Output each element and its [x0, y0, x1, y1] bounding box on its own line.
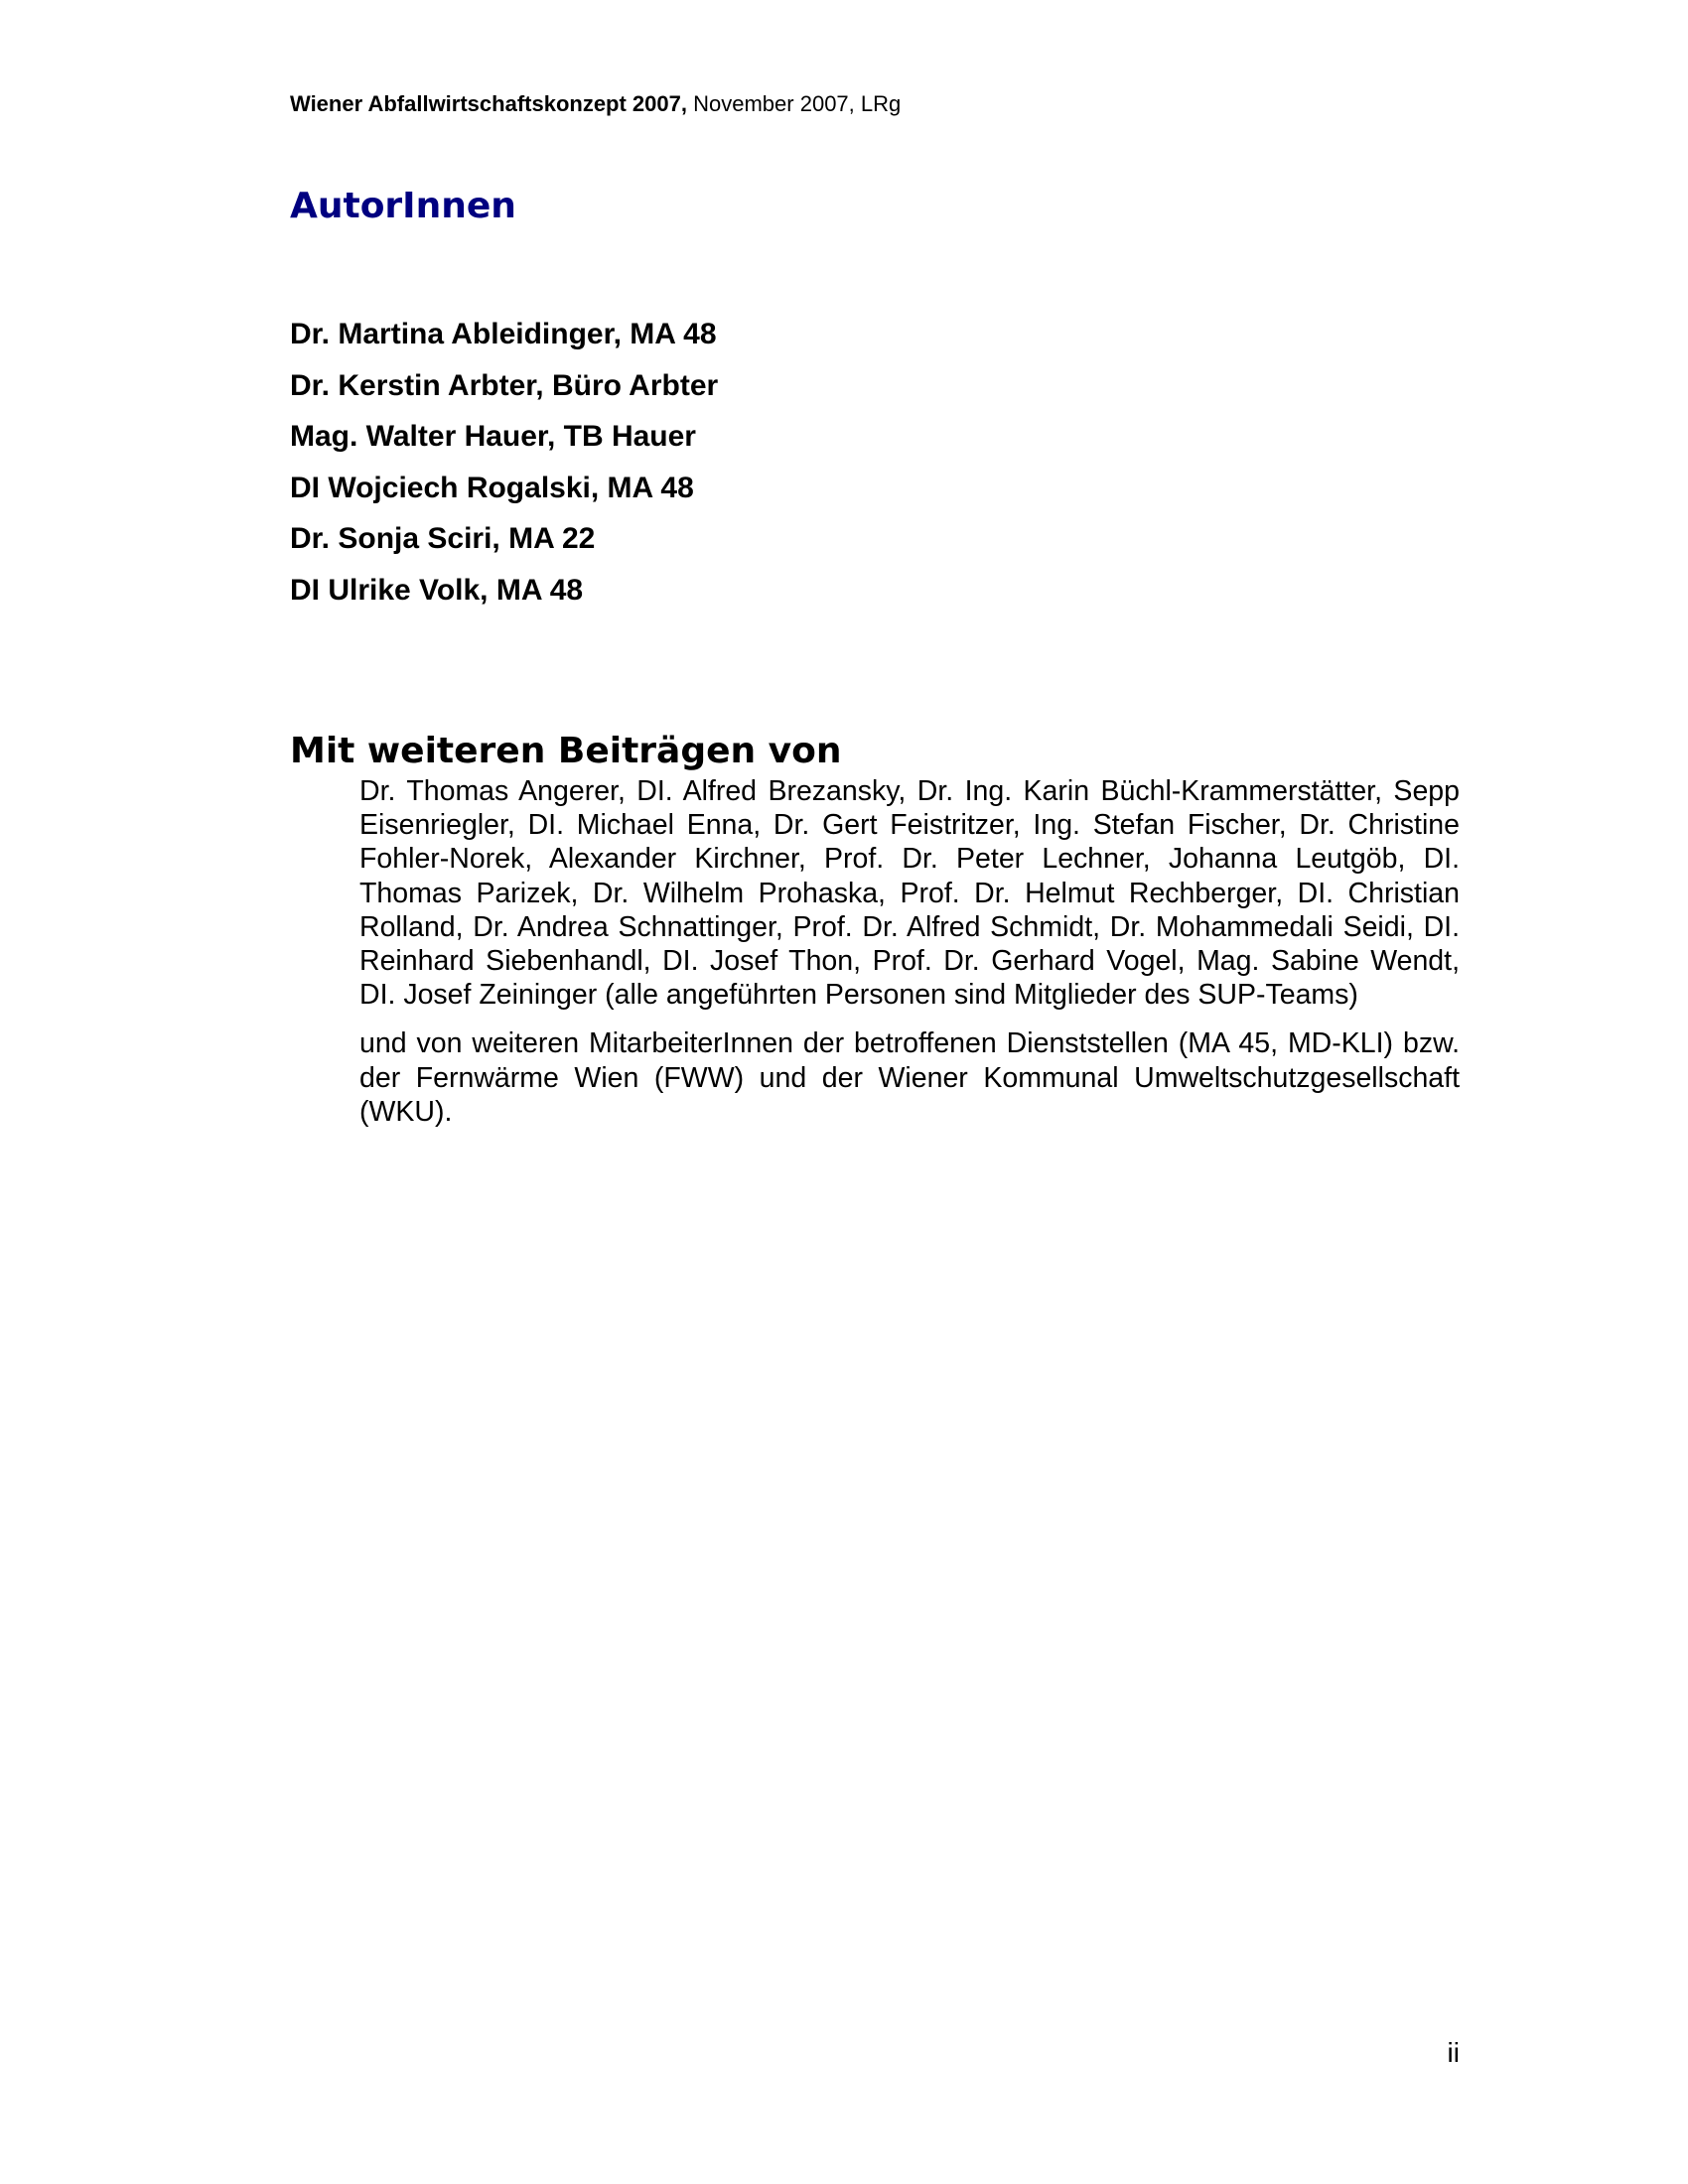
- author-item: Dr. Martina Ableidinger, MA 48: [290, 318, 717, 350]
- document-title: Wiener Abfallwirtschaftskonzept 2007,: [290, 91, 687, 116]
- author-item: DI Wojciech Rogalski, MA 48: [290, 471, 694, 504]
- document-date: November 2007, LRg: [693, 91, 902, 116]
- page-number: ii: [1447, 2037, 1460, 2068]
- running-header: [290, 89, 901, 119]
- author-list: [290, 309, 718, 616]
- contributors-paragraph: Dr. Thomas Angerer, DI. Alfred Brezansky, Dr. Ing. Karin Büchl-Krammerstätter, Sepp Eisenriegler, DI. Michael Enna, Dr. Gert Feistritzer, Ing. Stefan Fischer, Dr. Christine Fohler-Norek, Alexander Kirchner, Prof. Dr. Peter Lechner, Johanna Leutgöb, DI. Thomas Parizek, Dr. Wilhelm Prohaska, Prof. Dr. Helmut Rechberger, DI. Christian Rolland, Dr. Andrea Schnattinger, Prof. Dr. Alfred Schmidt, Dr. Mohammedali Seidi, DI. Reinhard Siebenhandl, DI. Josef Thon, Prof. Dr. Gerhard Vogel, Mag. Sabine Wendt, DI. Josef Zeininger (alle angeführten Personen sind Mitglieder des SUP-Teams): [359, 775, 1460, 1012]
- author-item: DI Ulrike Volk, MA 48: [290, 573, 584, 607]
- contributions-block: [359, 774, 1460, 1129]
- author-item: Mag. Walter Hauer, TB Hauer: [290, 420, 696, 454]
- author-item: Dr. Sonja Sciri, MA 22: [290, 522, 596, 556]
- contributions-heading: Mit weiteren Beiträgen von: [290, 731, 842, 771]
- author-item: Dr. Kerstin Arbter, Büro Arbter: [290, 368, 719, 402]
- departments-paragraph: und von weiteren MitarbeiterInnen der betroffenen Dienststellen (MA 45, MD-KLI) bzw. der Fernwärme Wien (FWW) und der Wiener Kommunal Umweltschutzgesellschaft (WKU).: [359, 1027, 1460, 1128]
- authors-heading: AutorInnen: [290, 186, 516, 226]
